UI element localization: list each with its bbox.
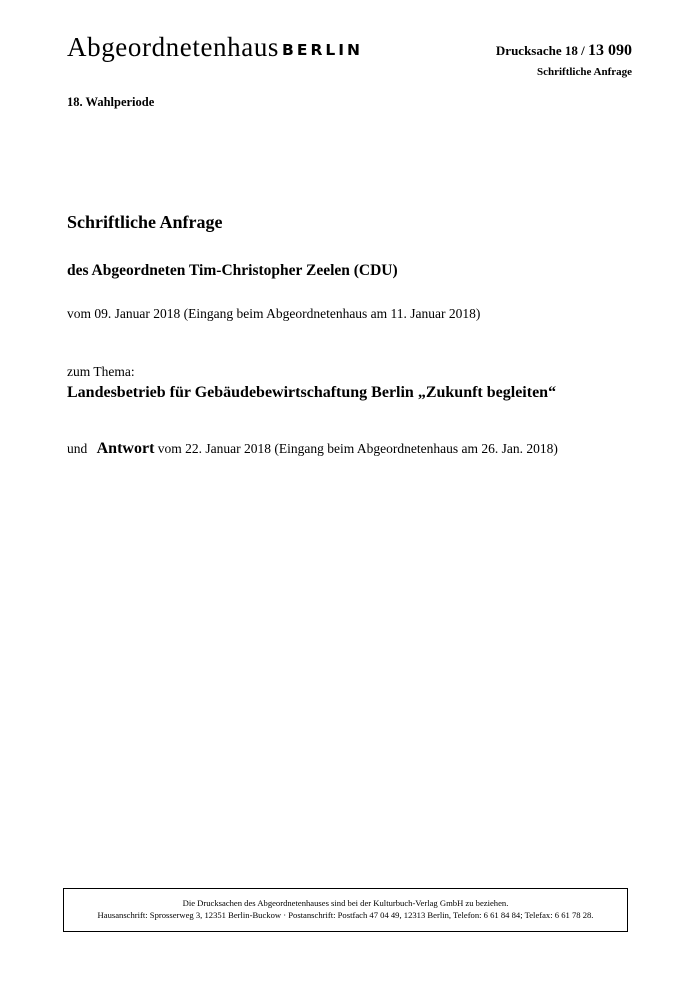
logo-wordmark: Abgeordnetenhaus (67, 32, 280, 62)
topic-value: Landesbetrieb für Gebäudebewirtschaftung Berlin „Zukunft begleiten“ (67, 384, 557, 401)
date-line: vom 09. Januar 2018 (Eingang beim Abgeordnetenhaus am 11. Januar 2018) (67, 306, 481, 321)
answer-line (67, 440, 558, 458)
document-meta (496, 43, 632, 78)
answer-details: vom 22. Januar 2018 (Eingang beim Abgeordnetenhaus am 26. Jan. 2018) (157, 441, 558, 456)
parliament-logo (67, 34, 363, 61)
footer-line-1: Die Drucksachen des Abgeordnetenhauses sind bei der Kulturbuch-Verlag GmbH zu beziehen. (182, 898, 509, 908)
legislative-period: 18. Wahlperiode (67, 95, 155, 109)
page-title: Schriftliche Anfrage (67, 212, 223, 232)
footer-line-2: Hausanschrift: Sprosserweg 3, 12351 Berlin-Buckow · Postanschrift: Postfach 47 04 49, 12313 Berlin, Telefon: 6 61 84 84; Telefax: 6 61 78 28. (97, 910, 594, 920)
answer-word: Antwort (96, 440, 155, 457)
document-type: Schriftliche Anfrage (536, 66, 632, 78)
document-number: 13 090 (588, 42, 632, 59)
document-number-line (496, 43, 632, 59)
author-line: des Abgeordneten Tim-Christopher Zeelen (CDU) (67, 262, 398, 279)
answer-prefix: und (67, 441, 88, 456)
logo-city: BERLIN (282, 41, 364, 59)
footer-box (63, 888, 628, 932)
topic-label: zum Thema: (67, 364, 135, 379)
document-prefix: Drucksache 18 / (495, 43, 585, 58)
